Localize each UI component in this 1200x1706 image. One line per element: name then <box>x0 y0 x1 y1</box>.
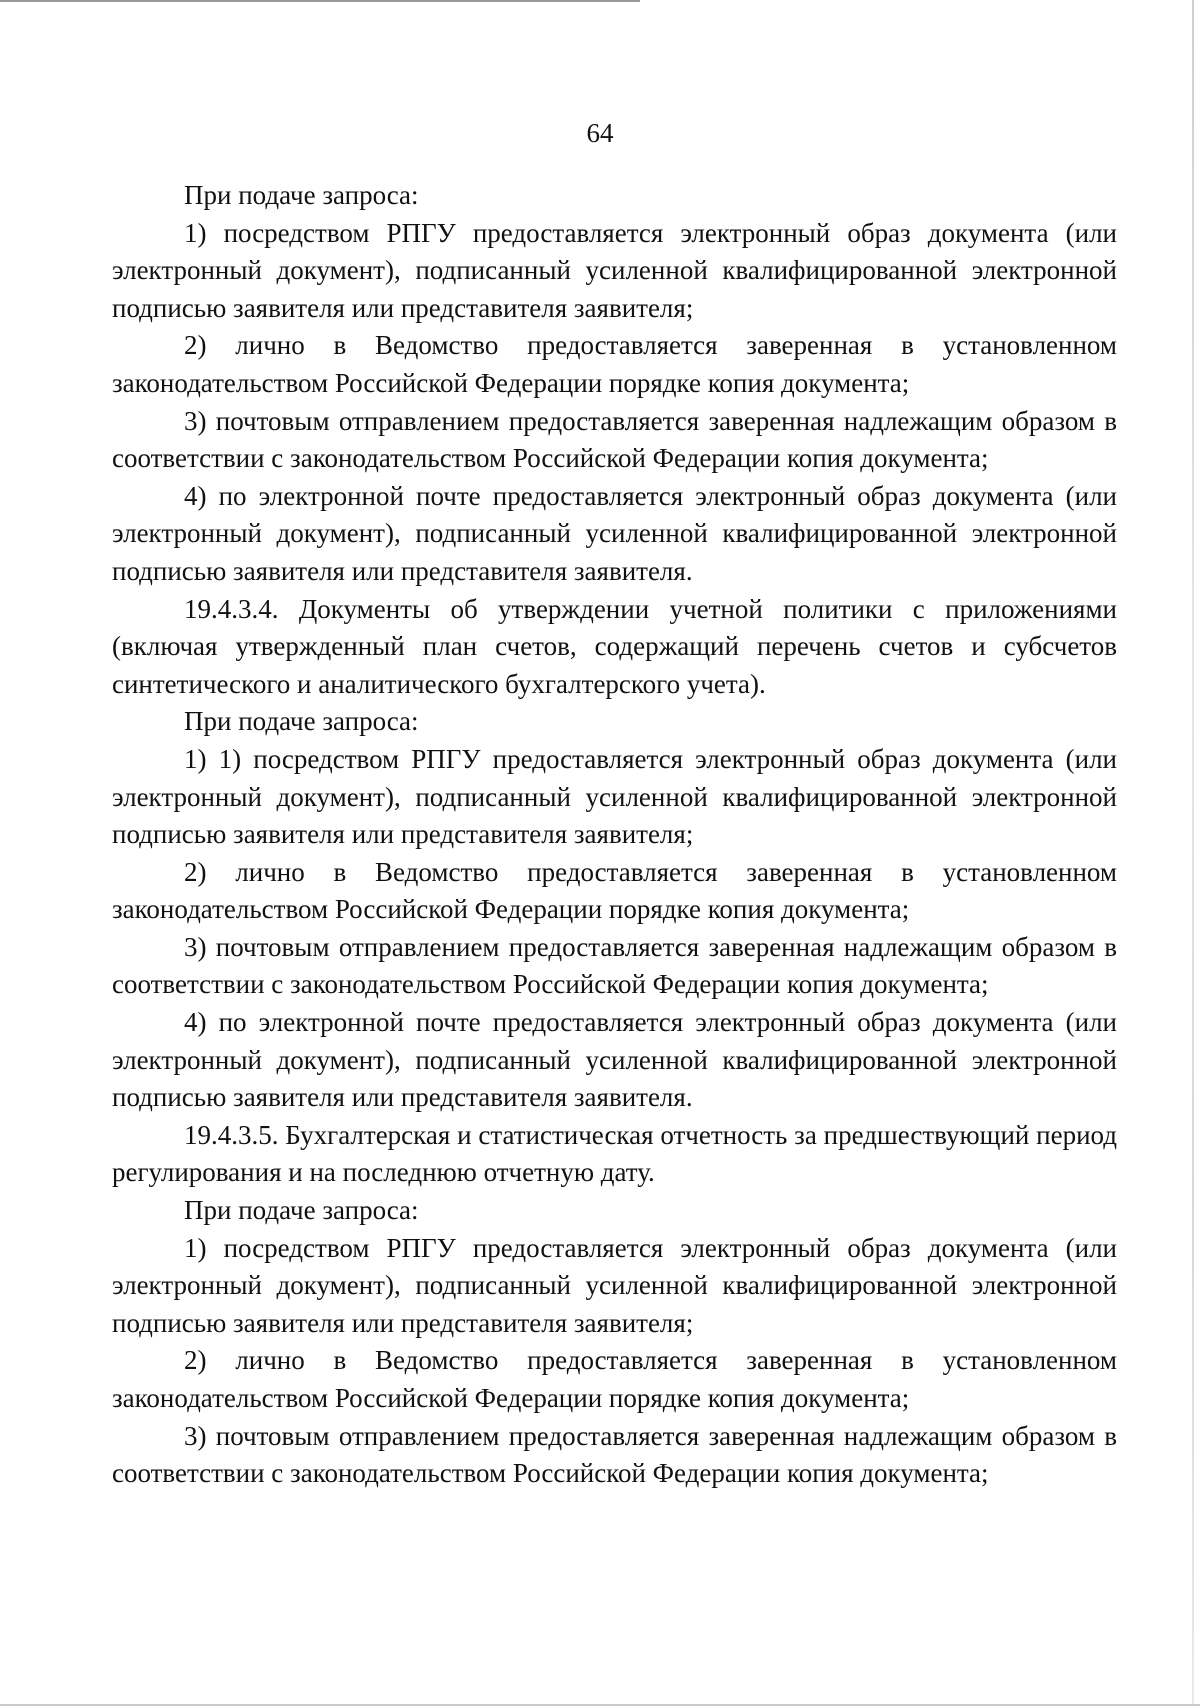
document-body <box>112 177 1117 1493</box>
paragraph-item: 2) лично в Ведомство предоставляется заверенная в установленном законодательством Российской Федерации порядке копия документа; <box>112 1345 1117 1413</box>
paragraph-item: 2) лично в Ведомство предоставляется заверенная в установленном законодательством Российской Федерации порядке копия документа; <box>112 330 1117 398</box>
paragraph-item: 3) почтовым отправлением предоставляется заверенная надлежащим образом в соответствии с законодательством Российской Федерации копия документа; <box>112 931 1117 1000</box>
paragraph-item: 3) почтовым отправлением предоставляется заверенная надлежащим образом в соответствии с законодательством Российской Федерации копия документа; <box>112 405 1117 474</box>
paragraph-item: 1) посредством РПГУ предоставляется электронный образ документа (или электронный документ), подписанный усиленной квалифицированной электронной подписью заявителя или представителя заявителя; <box>112 1232 1117 1338</box>
paragraph-item: 4) по электронной почте предоставляется электронный образ документа (или электронный документ), подписанный усиленной квалифицированной электронной подписью заявителя или представителя заявителя. <box>112 1007 1117 1113</box>
paragraph-item: 3) почтовым отправлением предоставляется заверенная надлежащим образом в соответствии с законодательством Российской Федерации копия документа; <box>112 1420 1117 1489</box>
page-number: 64 <box>586 118 614 148</box>
paragraph-section-19-4-3-5: 19.4.3.5. Бухгалтерская и статистическая отчетность за предшествующий период регулирования и на последнюю отчетную дату. <box>112 1119 1117 1188</box>
paragraph-request-intro: При подаче запроса: <box>184 706 419 737</box>
paragraph-item: 1) 1) посредством РПГУ предоставляется электронный образ документа (или электронный документ), подписанный усиленной квалифицированной электронной подписью заявителя или представителя заявителя; <box>112 743 1117 850</box>
paragraph-item: 4) по электронной почте предоставляется электронный образ документа (или электронный документ), подписанный усиленной квалифицированной электронной подписью заявителя или представителя заявителя. <box>112 480 1117 586</box>
paragraph-request-intro: При подаче запроса: <box>184 180 419 210</box>
scan-edge-top <box>0 0 640 2</box>
paragraph-section-19-4-3-4: 19.4.3.4. Документы об утверждении учетной политики с приложениями (включая утвержденный план счетов, содержащий перечень счетов и субсчетов синтетического и аналитического бухгалтерского учета). <box>112 593 1117 699</box>
paragraph-item: 2) лично в Ведомство предоставляется заверенная в установленном законодательством Российской Федерации порядке копия документа; <box>112 856 1117 925</box>
paragraph-request-intro: При подаче запроса: <box>184 1195 419 1226</box>
scan-edge-right <box>1192 0 1194 1706</box>
paragraph-item: 1) посредством РПГУ предоставляется электронный образ документа (или электронный документ), подписанный усиленной квалифицированной электронной подписью заявителя или представителя заявителя; <box>112 217 1117 323</box>
